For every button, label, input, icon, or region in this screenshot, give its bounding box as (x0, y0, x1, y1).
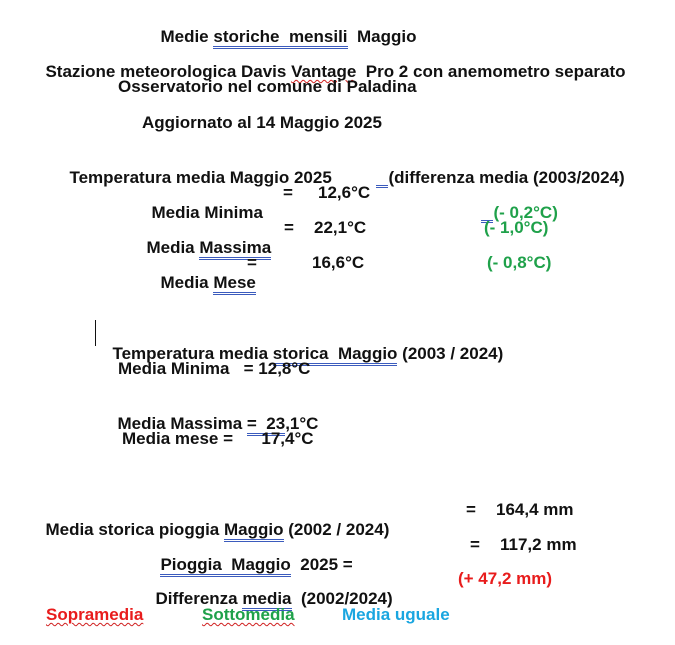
rain-historic-value: 164,4 mm (496, 500, 574, 519)
row-label-underlined: Mese (213, 273, 256, 295)
underline-marker (376, 169, 388, 188)
current-mese-row (151, 253, 256, 293)
historic-mese: Media mese = 17,4°C (122, 429, 314, 448)
rain-historic (36, 500, 389, 540)
rain-current-part: 2025 = (290, 555, 353, 574)
row-label-underlined: Massima (199, 238, 271, 260)
station-part: Pro 2 con anemometro separato (356, 62, 626, 81)
current-min-row (142, 183, 263, 223)
observatory-line: Osservatorio nel comune di Paladina (118, 77, 417, 96)
rain-current-underlined: Pioggia Maggio (160, 555, 290, 577)
rain-diff-underlined: media (242, 589, 291, 611)
historic-max (108, 394, 318, 434)
updated-line: Aggiornato al 14 Maggio 2025 (142, 113, 382, 132)
rain-historic-eq: = (466, 500, 476, 519)
rain-diff-part: (2002/2024) (291, 589, 393, 608)
rain-historic-part: (2002 / 2024) (283, 520, 390, 539)
current-mese-value: 16,6°C (312, 253, 365, 272)
current-min-eq: = (283, 183, 293, 202)
row-label: Media (160, 273, 214, 292)
current-min-diff (472, 183, 558, 223)
diff-heading (367, 148, 625, 188)
current-max-row (137, 218, 271, 258)
rain-diff (146, 569, 393, 609)
current-max-eq: = (284, 218, 294, 237)
historic-max-label: Media Massima (117, 414, 247, 433)
current-max-value: 22,1°C (314, 218, 367, 237)
rain-historic-part: Media storica pioggia (45, 520, 224, 539)
current-min-diff-text: (- 0,2°C) (493, 203, 558, 222)
current-heading (60, 148, 332, 188)
rain-current-eq: = (470, 535, 480, 554)
legend-equal: Media uguale (342, 605, 450, 624)
current-mese-eq: = (247, 253, 257, 272)
title-part: Medie (160, 27, 214, 46)
historic-heading-part: Temperatura media (112, 344, 273, 363)
title-part-underlined: storiche mensili (213, 27, 347, 49)
historic-heading-underlined: storica Maggio (273, 344, 398, 366)
row-label: Media (146, 238, 200, 257)
diff-heading-text: (differenza media (2003/2024) (388, 168, 625, 187)
legend-below: Sottomedia (202, 605, 295, 624)
historic-heading (103, 324, 503, 364)
station-part: Stazione meteorologica Davis (45, 62, 292, 81)
rain-current-value: 117,2 mm (500, 535, 577, 554)
row-label: Media Minima (151, 203, 263, 222)
historic-max-rest: ,1°C (285, 414, 319, 433)
historic-heading-part: (2003 / 2024) (397, 344, 504, 363)
rain-historic-underlined: Maggio (224, 520, 284, 542)
rain-diff-value: (+ 47,2 mm) (458, 569, 553, 588)
current-max-diff: (- 1,0°C) (484, 218, 549, 237)
current-mese-diff: (- 0,8°C) (487, 253, 552, 272)
historic-max-underlined: = 23 (247, 414, 285, 436)
title-part: Maggio (347, 27, 417, 46)
station-line (36, 42, 626, 82)
historic-min: Media Minima = 12,8°C (118, 359, 311, 378)
current-heading-text: Temperatura media Maggio 2025 (69, 168, 332, 187)
title (151, 7, 416, 47)
legend-above: Sopramedia (46, 605, 144, 624)
text-cursor (95, 320, 96, 346)
rain-diff-part: Differenza (155, 589, 243, 608)
current-min-value: 12,6°C (318, 183, 371, 202)
station-brand: Vantage (291, 62, 357, 81)
